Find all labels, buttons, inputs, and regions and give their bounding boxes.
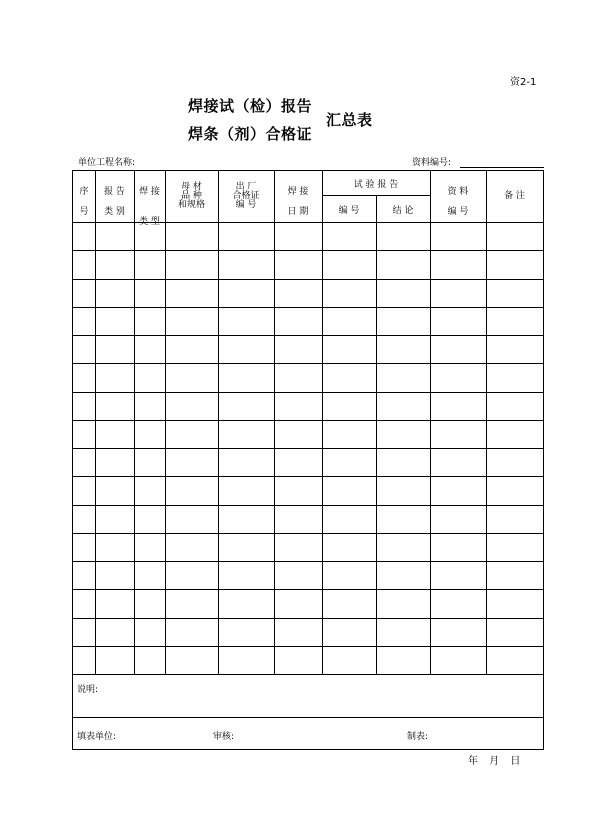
prepared-label: 制表: <box>407 732 429 742</box>
header-remarks: 备 注 <box>504 191 525 201</box>
notes-label: 说明: <box>77 685 99 695</box>
table-row-line <box>73 307 543 308</box>
header-test-conclusion: 结 论 <box>392 206 414 216</box>
table-row-line <box>73 363 543 364</box>
col-line <box>134 171 135 674</box>
notes-bottom-line <box>73 717 543 718</box>
header-weld-type: 焊 接 类 型 <box>139 187 160 227</box>
col-line <box>165 171 166 674</box>
col-line <box>274 171 275 674</box>
header-factory-cert: 出 厂 合格证 编 号 <box>232 182 260 210</box>
summary-table <box>72 170 544 750</box>
doc-number-field[interactable] <box>460 167 544 168</box>
col-line <box>430 171 431 674</box>
col-line <box>218 171 219 674</box>
header-base-material: 母 材 品 种 和规格 <box>177 182 205 210</box>
table-row-line <box>73 476 543 477</box>
header-report-type: 报 告 类 别 <box>104 187 125 217</box>
form-code: 资2-1 <box>510 77 537 88</box>
review-label: 审核: <box>213 732 235 742</box>
table-row-line <box>73 646 543 647</box>
table-row-line <box>73 420 543 421</box>
table-row-line <box>73 392 543 393</box>
header-weld-date: 焊 接 日 期 <box>287 187 309 217</box>
table-row-line <box>73 589 543 590</box>
header-data-no: 资 料 编 号 <box>447 187 469 217</box>
table-row-line <box>73 250 543 251</box>
table-row-line <box>73 561 543 562</box>
col-line <box>322 171 323 674</box>
table-row-line <box>73 505 543 506</box>
table-row-line <box>73 618 543 619</box>
header-test-report: 试 验 报 告 <box>353 180 399 190</box>
project-name-label: 单位工程名称: <box>78 158 136 168</box>
table-row-line <box>73 279 543 280</box>
title-line1: 焊接试（检）报告 <box>188 97 313 115</box>
title-line2: 焊条（剂）合格证 <box>188 125 313 143</box>
fill-unit-label: 填表单位: <box>77 732 117 742</box>
table-row-line <box>73 335 543 336</box>
table-row-line <box>73 448 543 449</box>
table-row-line <box>73 533 543 534</box>
doc-number-label: 资料编号: <box>412 158 452 168</box>
col-line <box>486 171 487 674</box>
col-line <box>376 195 377 674</box>
header-test-no: 编 号 <box>338 206 360 216</box>
header-seq: 序 号 <box>79 187 89 217</box>
date-label: 年 月 日 <box>468 756 521 767</box>
col-line <box>95 171 96 674</box>
title-suffix: 汇总表 <box>326 111 373 129</box>
table-bottom-line <box>73 674 543 675</box>
